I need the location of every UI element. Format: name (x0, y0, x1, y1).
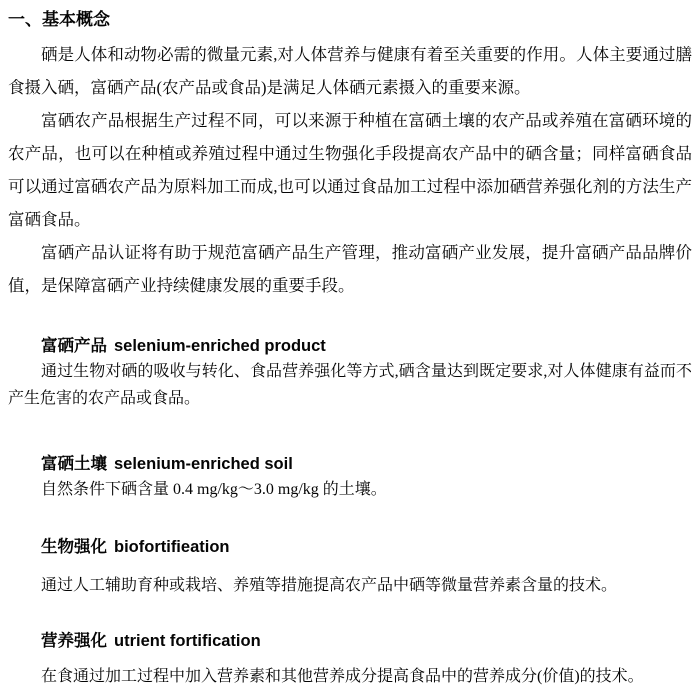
term-heading (41, 334, 692, 358)
term-name-zh: 生物强化 (41, 538, 107, 556)
term-name-zh: 富硒土壤 (41, 455, 107, 473)
term-block-selenium-enriched-product (8, 334, 692, 412)
term-definition: 通过生物对硒的吸收与转化、食品营养强化等方式,硒含量达到既定要求,对人体健康有益而不产生危害的农产品或食品。 (8, 363, 692, 407)
term-definition: 在食通过加工过程中加入营养素和其他营养成分提高食品中的营养成分(价值)的技术。 (41, 668, 644, 685)
intro-paragraph-3: 富硒产品认证将有助于规范富硒产品生产管理，推动富硒产业发展，提升富硒产品品牌价值，是保障富硒产业持续健康发展的重要手段。 (8, 243, 692, 295)
section-heading: 一、基本概念 (8, 10, 110, 29)
term-name-zh: 富硒产品 (41, 337, 107, 355)
term-name-en: selenium-enriched product (114, 337, 326, 355)
term-block-biofortification (8, 535, 692, 599)
term-block-selenium-enriched-soil (8, 452, 692, 503)
term-heading (41, 452, 692, 476)
term-definition: 通过人工辅助育种或栽培、养殖等措施提高农产品中硒等微量营养素含量的技术。 (41, 577, 618, 594)
term-block-nutrient-fortification (8, 629, 692, 690)
term-name-zh: 营养强化 (41, 632, 107, 650)
term-heading (41, 535, 692, 559)
term-name-en: utrient fortification (114, 632, 261, 650)
term-name-en: selenium-enriched soil (114, 455, 293, 473)
term-name-en: biofortifieation (114, 538, 230, 556)
intro-paragraph-1: 硒是人体和动物必需的微量元素,对人体营养与健康有着至关重要的作用。人体主要通过膳食摄入硒，富硒产品(农产品或食品)是满足人体硒元素摄入的重要来源。 (8, 45, 692, 97)
term-definition: 自然条件下硒含量 0.4 mg/kg～3.0 mg/kg 的土壤。 (41, 481, 387, 498)
term-heading (41, 629, 692, 653)
intro-paragraph-2: 富硒农产品根据生产过程不同，可以来源于种植在富硒土壤的农产品或养殖在富硒环境的农产品，也可以在种植或养殖过程中通过生物强化手段提高农产品中的硒含量；同样富硒食品可以通过富硒农产品为原料加工而成,也可以通过食品加工过程中添加硒营养强化剂的方法生产富硒食品。 (8, 111, 692, 229)
